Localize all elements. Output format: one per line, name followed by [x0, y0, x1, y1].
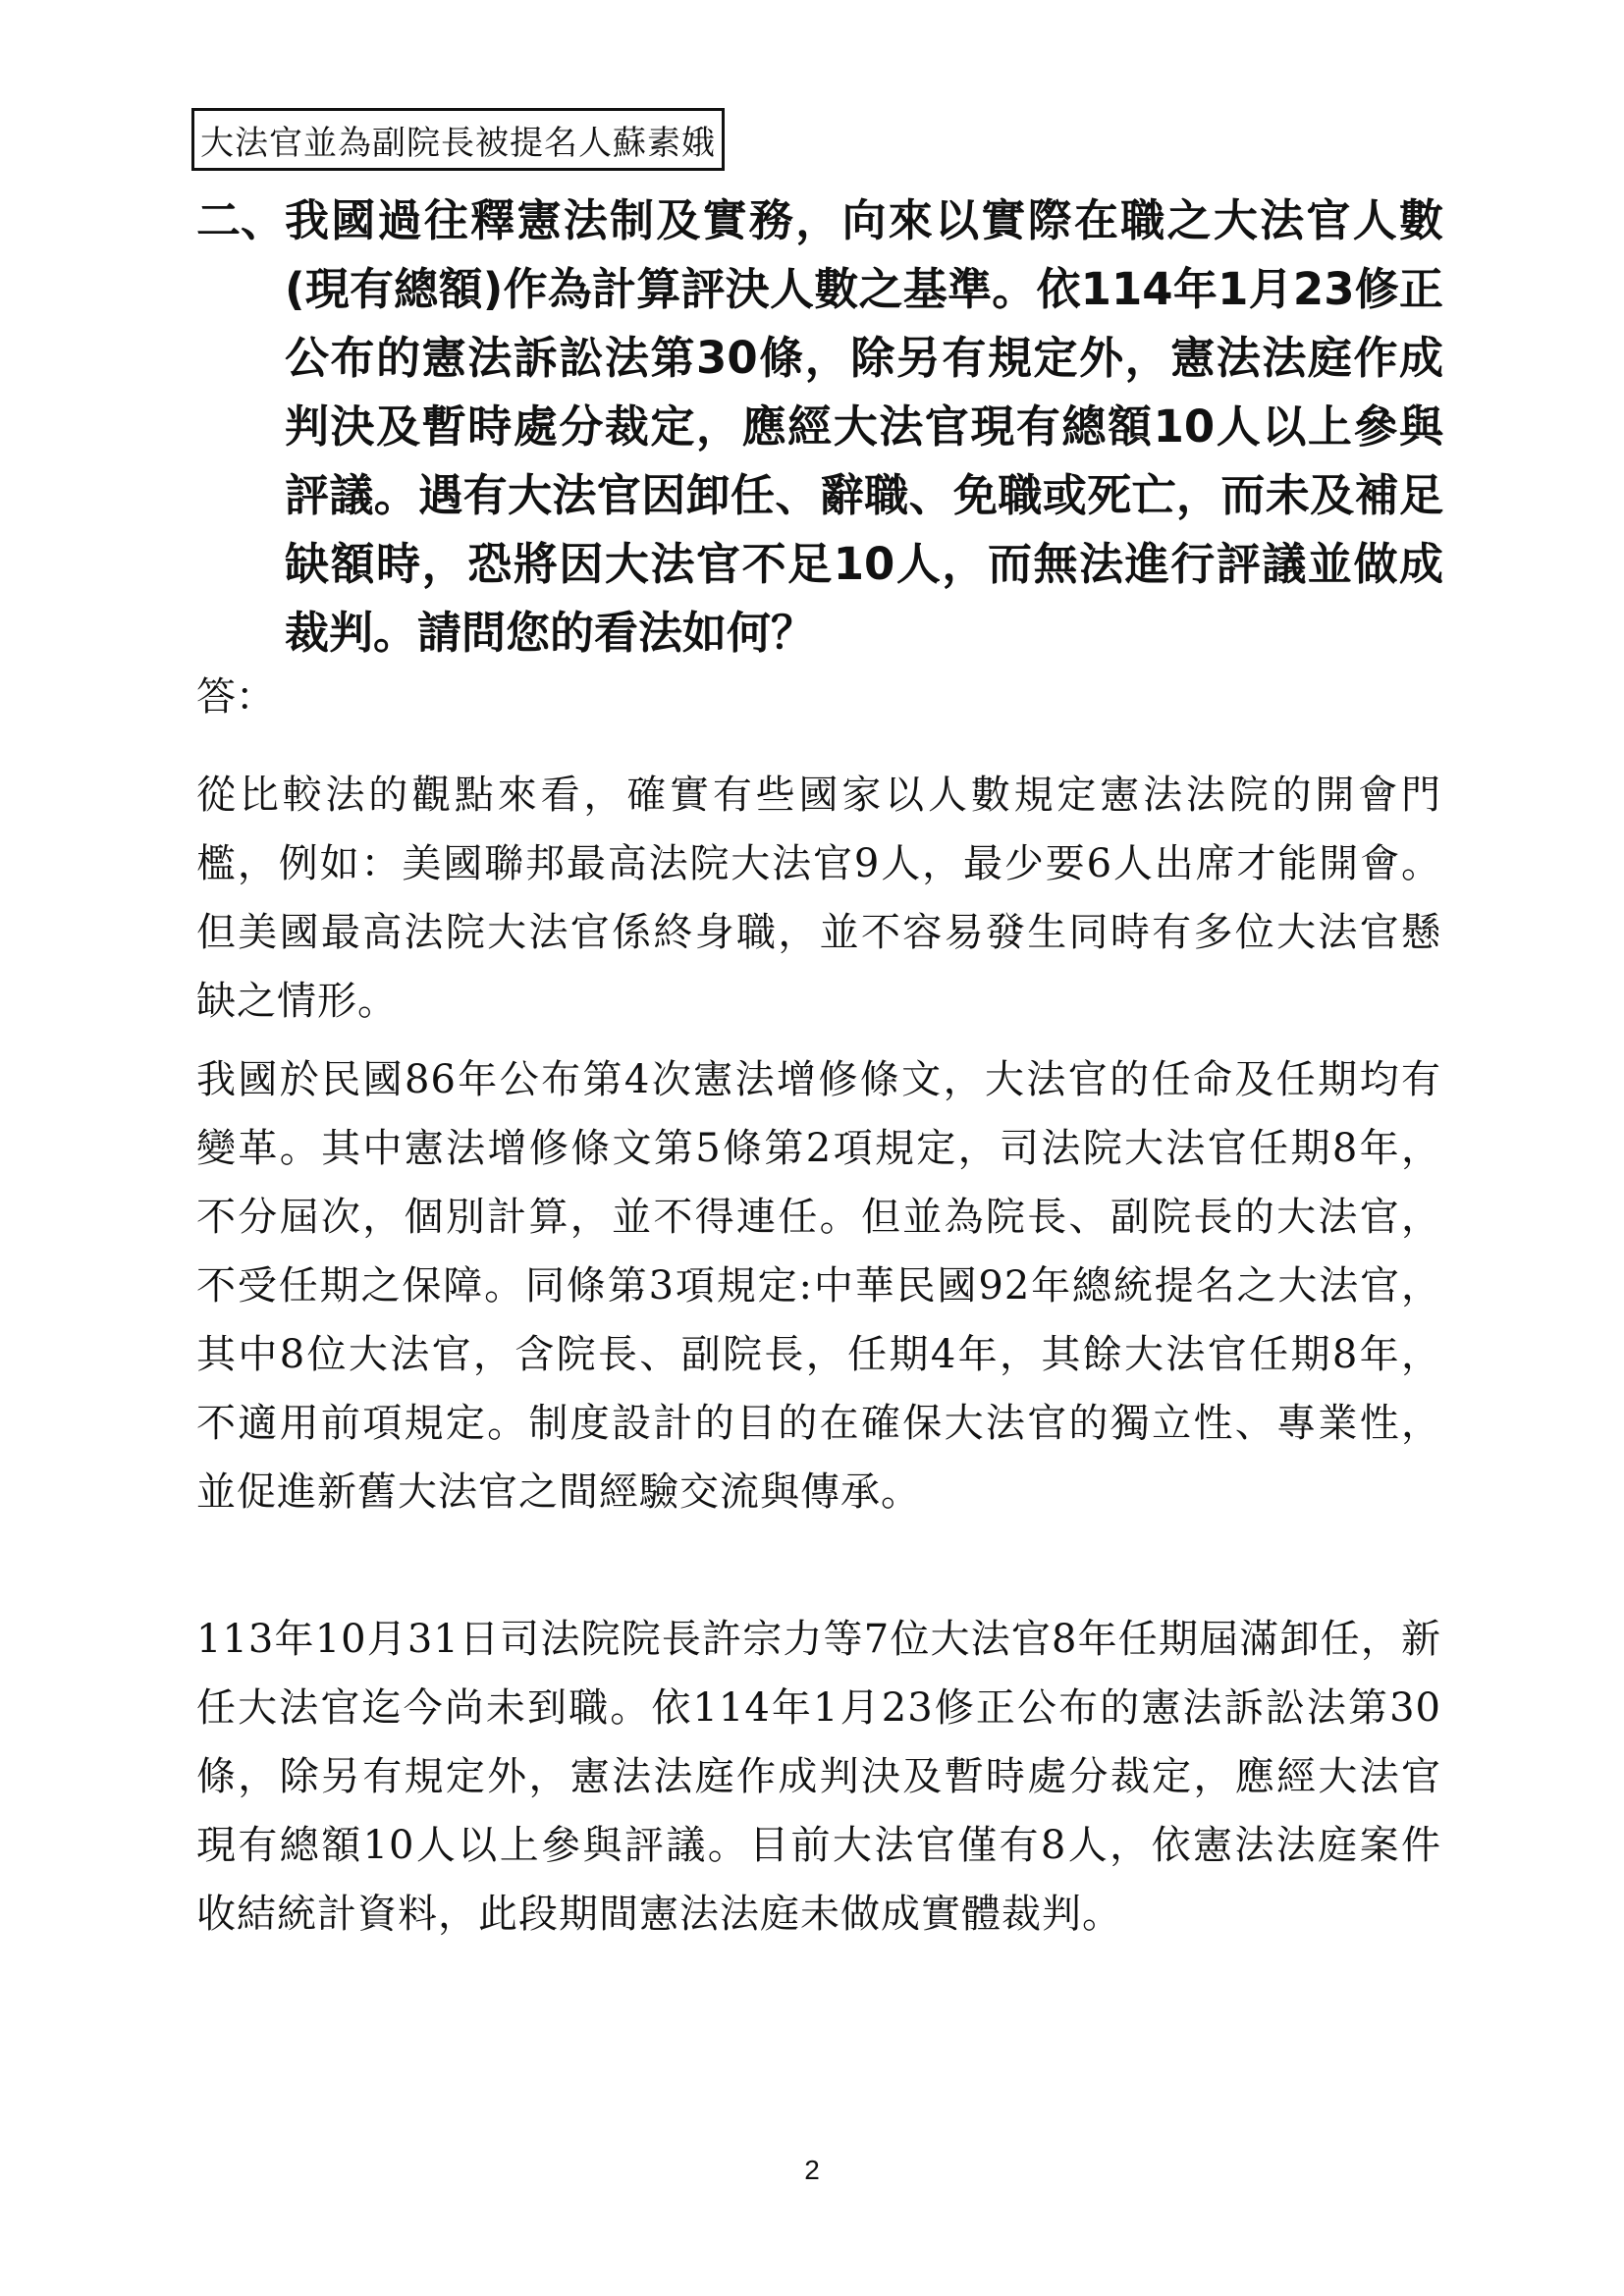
answer-paragraph: 我國於民國86年公布第4次憲法增修條文，大法官的任命及任期均有變革。其中憲法增修條文第5條第2項規定，司法院大法官任期8年，不分屆次，個別計算，並不得連任。但並為院長、副院長的大法官，不受任期之保障。同條第3項規定:中華民國92年總統提名之大法官，其中8位大法官，含院長、副院長，任期4年，其餘大法官任期8年，不適用前項規定。制度設計的目的在確保大法官的獨立性、專業性，並促進新舊大法官之間經驗交流與傳承。 [196, 1057, 1441, 1515]
page-number: 2 [804, 2155, 820, 2185]
answer-paragraph: 113年10月31日司法院院長許宗力等7位大法官8年任期屆滿卸任，新任大法官迄今尚未到職。依114年1月23修正公布的憲法訴訟法第30條，除另有規定外，憲法法庭作成判決及暫時處分裁定，應經大法官現有總額10人以上參與評議。目前大法官僅有8人，依憲法法庭案件收結統計資料，此段期間憲法法庭未做成實體裁判。 [196, 1617, 1441, 1937]
question-section [196, 187, 1443, 667]
answer-label: 答： [196, 674, 275, 720]
question-text: 我國過往釋憲法制及實務，向來以實際在職之大法官人數(現有總額)作為計算評決人數之基準。依114年1月23修正公布的憲法訴訟法第30條，除另有規定外，憲法法庭作成判決及暫時處分裁定，應經大法官現有總額10人以上參與評議。遇有大法官因卸任、辭職、免職或死亡，而未及補足缺額時，恐將因大法官不足10人，而無法進行評議並做成裁判。請問您的看法如何？ [285, 194, 1443, 659]
answer-paragraph: 從比較法的觀點來看，確實有些國家以人數規定憲法法院的開會門檻，例如：美國聯邦最高法院大法官9人，最少要6人出席才能開會。但美國最高法院大法官係終身職，並不容易發生同時有多位大法官懸缺之情形。 [196, 773, 1441, 1024]
nominee-header-box [191, 108, 725, 171]
question-number-marker: 二、 [196, 194, 286, 246]
nominee-header-label: 大法官並為副院長被提名人蘇素娥 [200, 123, 716, 163]
